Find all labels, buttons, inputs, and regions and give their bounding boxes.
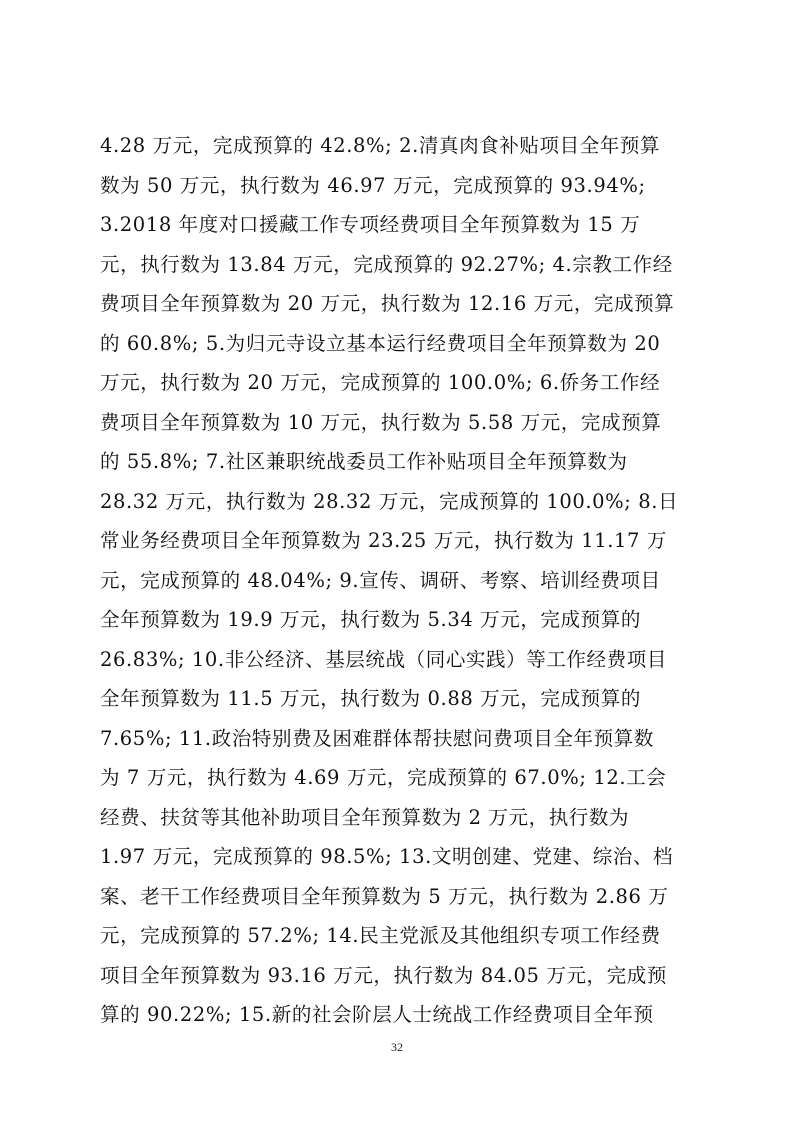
text-line: 的 60.8%; 5.为归元寺设立基本运行经费项目全年预算数为 20 xyxy=(100,331,661,355)
text-line: 费项目全年预算数为 20 万元，执行数为 12.16 万元，完成预算 xyxy=(100,292,675,315)
page-number: 32 xyxy=(391,1040,403,1054)
text-line: 26.83%; 10.非公经济、基层统战（同心实践）等工作经费项目 xyxy=(100,647,667,671)
text-line: 数为 50 万元，执行数为 46.97 万元，完成预算的 93.94%; xyxy=(100,173,646,197)
text-line: 为 7 万元，执行数为 4.69 万元，完成预算的 67.0%; 12.工会 xyxy=(100,766,667,789)
text-line: 1.97 万元，完成预算的 98.5%; 13.文明创建、党建、综治、档 xyxy=(100,845,674,868)
text-line: 全年预算数为 11.5 万元，执行数为 0.88 万元，完成预算的 xyxy=(100,687,641,710)
text-line: 元，执行数为 13.84 万元，完成预算的 92.27%; 4.宗教工作经 xyxy=(100,252,673,276)
text-line: 3.2018 年度对口援藏工作专项经费项目全年预算数为 15 万 xyxy=(100,213,641,236)
text-line: 元，完成预算的 57.2%; 14.民主党派及其他组织专项工作经费 xyxy=(100,924,661,947)
text-line: 28.32 万元，执行数为 28.32 万元，完成预算的 100.0%; 8.日 xyxy=(100,489,679,513)
text-line: 项目全年预算数为 93.16 万元，执行数为 84.05 万元，完成预 xyxy=(100,963,667,987)
text-line: 7.65%; 11.政治特别费及困难群体帮扶慰问费项目全年预算数 xyxy=(100,726,654,750)
text-line: 经费、扶贫等其他补助项目全年预算数为 2 万元，执行数为 xyxy=(100,805,630,829)
text-line: 算的 90.22%; 15.新的社会阶层人士统战工作经费项目全年预 xyxy=(100,1003,654,1026)
text-line: 4.28 万元，完成预算的 42.8%; 2.清真肉食补贴项目全年预算 xyxy=(100,134,661,157)
text-line: 元，完成预算的 48.04%; 9.宣传、调研、考察、培训经费项目 xyxy=(100,568,661,592)
body-paragraph xyxy=(100,126,700,1035)
text-line: 案、老干工作经费项目全年预算数为 5 万元，执行数为 2.86 万 xyxy=(100,884,669,908)
text-line: 费项目全年预算数为 10 万元，执行数为 5.58 万元，完成预算 xyxy=(100,410,662,434)
text-line: 的 55.8%; 7.社区兼职统战委员工作补贴项目全年预算数为 xyxy=(100,450,628,473)
text-line: 全年预算数为 19.9 万元，执行数为 5.34 万元，完成预算的 xyxy=(100,608,641,631)
text-line: 万元，执行数为 20 万元，完成预算的 100.0%; 6.侨务工作经 xyxy=(100,371,661,394)
text-line: 常业务经费项目全年预算数为 23.25 万元，执行数为 11.17 万 xyxy=(100,529,667,552)
